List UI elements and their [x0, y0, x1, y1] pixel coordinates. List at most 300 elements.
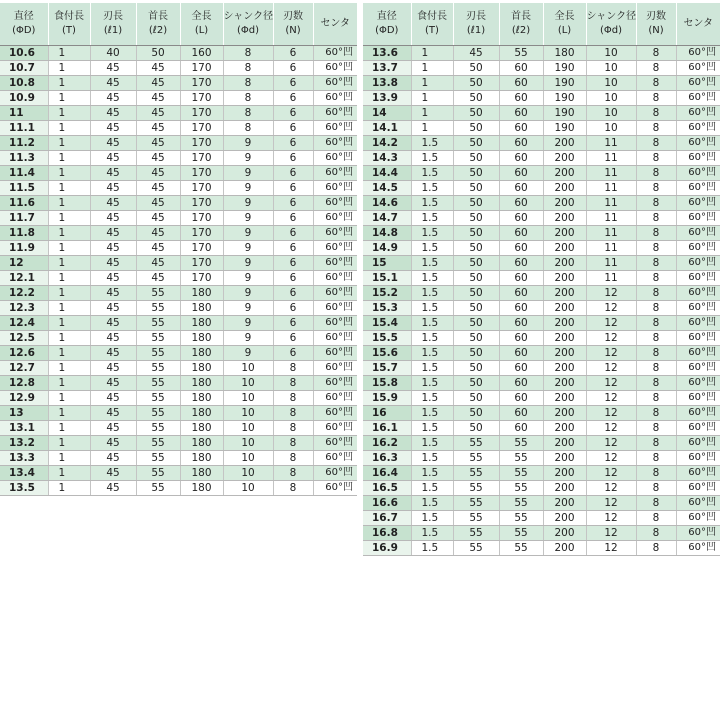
header-unit: (ℓ2)	[511, 25, 531, 36]
table-row	[363, 241, 720, 256]
table-row	[0, 451, 357, 466]
cell-overall-length: 170	[180, 91, 223, 106]
cell-feed-length: 1.5	[411, 241, 453, 256]
cell-feed-length: 1.5	[411, 436, 453, 451]
cell-feed-length: 1	[48, 331, 90, 346]
cell-flute-length: 45	[90, 181, 136, 196]
cell-flute-length: 50	[453, 61, 499, 76]
cell-diameter: 10.8	[0, 76, 48, 91]
cell-flute-count: 8	[636, 211, 676, 226]
cell-diameter: 16	[363, 406, 411, 421]
cell-diameter: 11.4	[0, 166, 48, 181]
cell-shank-diameter: 12	[586, 436, 636, 451]
cell-flute-length: 45	[90, 406, 136, 421]
cell-flute-count: 8	[273, 481, 313, 496]
cell-shank-diameter: 12	[586, 331, 636, 346]
header-row	[363, 3, 720, 46]
cell-center: 60°凹	[313, 316, 357, 331]
cell-neck-length: 60	[499, 151, 543, 166]
cell-diameter: 13.8	[363, 76, 411, 91]
cell-center: 60°凹	[676, 481, 720, 496]
table-body	[0, 46, 357, 496]
cell-diameter: 15.7	[363, 361, 411, 376]
cell-diameter: 11.6	[0, 196, 48, 211]
table-row	[0, 196, 357, 211]
cell-neck-length: 55	[136, 286, 180, 301]
cell-neck-length: 60	[499, 226, 543, 241]
cell-neck-length: 60	[499, 271, 543, 286]
cell-center: 60°凹	[676, 136, 720, 151]
cell-flute-length: 55	[453, 526, 499, 541]
table-row	[0, 256, 357, 271]
cell-center: 60°凹	[676, 496, 720, 511]
table-row	[363, 406, 720, 421]
cell-flute-length: 55	[453, 481, 499, 496]
table-row	[363, 91, 720, 106]
cell-flute-length: 55	[453, 511, 499, 526]
cell-feed-length: 1	[48, 46, 90, 61]
cell-overall-length: 160	[180, 46, 223, 61]
cell-diameter: 12.8	[0, 376, 48, 391]
cell-overall-length: 200	[543, 196, 586, 211]
cell-neck-length: 60	[499, 241, 543, 256]
cell-feed-length: 1	[48, 346, 90, 361]
table-row	[363, 496, 720, 511]
cell-center: 60°凹	[676, 121, 720, 136]
cell-neck-length: 55	[136, 331, 180, 346]
spec-table-right	[363, 3, 720, 556]
cell-shank-diameter: 12	[586, 511, 636, 526]
cell-feed-length: 1.5	[411, 256, 453, 271]
cell-flute-count: 6	[273, 316, 313, 331]
cell-flute-length: 50	[453, 136, 499, 151]
cell-flute-count: 8	[273, 391, 313, 406]
header-unit: (ℓ1)	[103, 25, 123, 36]
cell-diameter: 15.8	[363, 376, 411, 391]
cell-center: 60°凹	[313, 436, 357, 451]
cell-neck-length: 55	[136, 346, 180, 361]
cell-diameter: 16.7	[363, 511, 411, 526]
cell-shank-diameter: 10	[586, 91, 636, 106]
cell-neck-length: 60	[499, 181, 543, 196]
cell-diameter: 12.4	[0, 316, 48, 331]
table-row	[0, 61, 357, 76]
cell-neck-length: 55	[136, 391, 180, 406]
cell-shank-diameter: 9	[223, 256, 273, 271]
cell-flute-count: 6	[273, 346, 313, 361]
table-row	[0, 361, 357, 376]
cell-flute-count: 8	[636, 181, 676, 196]
table-row	[0, 421, 357, 436]
cell-feed-length: 1	[48, 256, 90, 271]
cell-overall-length: 200	[543, 526, 586, 541]
cell-diameter: 12.3	[0, 301, 48, 316]
cell-flute-count: 8	[636, 466, 676, 481]
cell-shank-diameter: 10	[223, 481, 273, 496]
cell-shank-diameter: 9	[223, 271, 273, 286]
cell-flute-length: 45	[90, 151, 136, 166]
cell-feed-length: 1	[48, 301, 90, 316]
cell-shank-diameter: 11	[586, 181, 636, 196]
cell-diameter: 14.8	[363, 226, 411, 241]
cell-neck-length: 45	[136, 121, 180, 136]
cell-overall-length: 200	[543, 391, 586, 406]
cell-diameter: 10.9	[0, 91, 48, 106]
cell-flute-length: 50	[453, 91, 499, 106]
table-row	[363, 391, 720, 406]
cell-flute-count: 8	[636, 376, 676, 391]
cell-flute-count: 8	[636, 301, 676, 316]
cell-flute-length: 45	[90, 226, 136, 241]
cell-flute-count: 6	[273, 196, 313, 211]
cell-center: 60°凹	[313, 226, 357, 241]
header-unit: (Φd)	[236, 25, 260, 36]
table-row	[363, 76, 720, 91]
cell-neck-length: 60	[499, 196, 543, 211]
cell-neck-length: 55	[136, 406, 180, 421]
table-row	[0, 436, 357, 451]
cell-flute-count: 6	[273, 301, 313, 316]
cell-flute-count: 8	[636, 526, 676, 541]
cell-flute-count: 8	[636, 106, 676, 121]
cell-flute-count: 8	[636, 226, 676, 241]
cell-shank-diameter: 12	[586, 526, 636, 541]
cell-feed-length: 1.5	[411, 196, 453, 211]
cell-overall-length: 170	[180, 241, 223, 256]
cell-neck-length: 55	[136, 466, 180, 481]
cell-overall-length: 180	[180, 406, 223, 421]
cell-shank-diameter: 12	[586, 391, 636, 406]
header-neck-length	[136, 3, 180, 46]
cell-flute-length: 45	[90, 481, 136, 496]
cell-center: 60°凹	[313, 391, 357, 406]
cell-center: 60°凹	[676, 196, 720, 211]
cell-neck-length: 45	[136, 196, 180, 211]
cell-flute-count: 6	[273, 136, 313, 151]
cell-flute-length: 50	[453, 211, 499, 226]
cell-flute-length: 50	[453, 106, 499, 121]
cell-flute-count: 8	[636, 346, 676, 361]
cell-center: 60°凹	[313, 406, 357, 421]
cell-diameter: 16.8	[363, 526, 411, 541]
cell-flute-count: 6	[273, 151, 313, 166]
header-label: 直径	[376, 11, 397, 22]
table-row	[363, 421, 720, 436]
cell-flute-count: 8	[636, 136, 676, 151]
cell-flute-count: 8	[636, 406, 676, 421]
cell-overall-length: 170	[180, 196, 223, 211]
table-row	[0, 106, 357, 121]
cell-center: 60°凹	[676, 316, 720, 331]
cell-flute-count: 6	[273, 46, 313, 61]
cell-shank-diameter: 9	[223, 346, 273, 361]
cell-feed-length: 1.5	[411, 136, 453, 151]
cell-feed-length: 1	[48, 76, 90, 91]
table-row	[0, 316, 357, 331]
cell-flute-length: 55	[453, 541, 499, 556]
cell-flute-count: 6	[273, 211, 313, 226]
cell-shank-diameter: 11	[586, 241, 636, 256]
cell-feed-length: 1.5	[411, 346, 453, 361]
table-row	[363, 346, 720, 361]
table-row	[363, 181, 720, 196]
table-row	[363, 211, 720, 226]
table-row	[0, 376, 357, 391]
cell-flute-count: 8	[273, 421, 313, 436]
cell-overall-length: 200	[543, 451, 586, 466]
cell-center: 60°凹	[676, 466, 720, 481]
cell-feed-length: 1.5	[411, 331, 453, 346]
cell-feed-length: 1.5	[411, 286, 453, 301]
cell-shank-diameter: 9	[223, 331, 273, 346]
cell-shank-diameter: 10	[223, 376, 273, 391]
cell-neck-length: 45	[136, 151, 180, 166]
cell-diameter: 13.5	[0, 481, 48, 496]
table-row	[363, 106, 720, 121]
cell-diameter: 14.7	[363, 211, 411, 226]
cell-flute-count: 8	[636, 166, 676, 181]
cell-shank-diameter: 8	[223, 76, 273, 91]
cell-flute-length: 45	[90, 166, 136, 181]
cell-flute-length: 50	[453, 76, 499, 91]
cell-center: 60°凹	[313, 76, 357, 91]
cell-feed-length: 1	[48, 166, 90, 181]
header-shank-diameter	[586, 3, 636, 46]
cell-shank-diameter: 12	[586, 451, 636, 466]
cell-shank-diameter: 11	[586, 166, 636, 181]
cell-neck-length: 45	[136, 241, 180, 256]
cell-center: 60°凹	[676, 91, 720, 106]
cell-diameter: 14.4	[363, 166, 411, 181]
cell-shank-diameter: 9	[223, 211, 273, 226]
cell-overall-length: 200	[543, 211, 586, 226]
cell-flute-count: 8	[636, 256, 676, 271]
cell-flute-count: 8	[636, 436, 676, 451]
cell-feed-length: 1.5	[411, 541, 453, 556]
cell-center: 60°凹	[313, 346, 357, 361]
header-label: 全長	[554, 11, 575, 22]
cell-flute-length: 50	[453, 271, 499, 286]
cell-diameter: 16.6	[363, 496, 411, 511]
header-unit: (ΦD)	[12, 25, 36, 36]
header-unit: (Φd)	[599, 25, 623, 36]
cell-flute-count: 8	[273, 451, 313, 466]
cell-flute-count: 6	[273, 271, 313, 286]
table-row	[363, 256, 720, 271]
header-unit: (ℓ2)	[148, 25, 168, 36]
cell-shank-diameter: 9	[223, 151, 273, 166]
cell-neck-length: 60	[499, 406, 543, 421]
cell-overall-length: 180	[180, 391, 223, 406]
table-row	[0, 121, 357, 136]
cell-flute-length: 45	[90, 121, 136, 136]
cell-overall-length: 180	[180, 301, 223, 316]
cell-flute-count: 8	[636, 91, 676, 106]
cell-diameter: 12.1	[0, 271, 48, 286]
cell-shank-diameter: 8	[223, 61, 273, 76]
cell-center: 60°凹	[313, 211, 357, 226]
cell-diameter: 10.6	[0, 46, 48, 61]
cell-center: 60°凹	[313, 181, 357, 196]
table-row	[363, 481, 720, 496]
cell-flute-length: 45	[90, 346, 136, 361]
cell-shank-diameter: 9	[223, 181, 273, 196]
cell-diameter: 12.2	[0, 286, 48, 301]
cell-flute-length: 45	[90, 211, 136, 226]
cell-neck-length: 60	[499, 301, 543, 316]
cell-shank-diameter: 8	[223, 121, 273, 136]
cell-shank-diameter: 9	[223, 241, 273, 256]
cell-shank-diameter: 11	[586, 151, 636, 166]
header-label: 食付長	[417, 11, 447, 22]
header-label: 刃長	[466, 11, 486, 22]
cell-neck-length: 60	[499, 166, 543, 181]
cell-feed-length: 1	[48, 436, 90, 451]
cell-neck-length: 60	[499, 361, 543, 376]
cell-flute-count: 8	[636, 241, 676, 256]
cell-feed-length: 1.5	[411, 376, 453, 391]
cell-shank-diameter: 9	[223, 196, 273, 211]
cell-diameter: 12.7	[0, 361, 48, 376]
cell-flute-count: 6	[273, 76, 313, 91]
cell-center: 60°凹	[313, 46, 357, 61]
cell-flute-count: 8	[273, 466, 313, 481]
cell-feed-length: 1	[48, 136, 90, 151]
cell-overall-length: 200	[543, 541, 586, 556]
table-row	[0, 301, 357, 316]
cell-feed-length: 1	[48, 181, 90, 196]
cell-overall-length: 200	[543, 406, 586, 421]
cell-center: 60°凹	[676, 226, 720, 241]
cell-flute-count: 8	[636, 361, 676, 376]
cell-diameter: 13.7	[363, 61, 411, 76]
cell-flute-count: 8	[273, 436, 313, 451]
table-row	[0, 136, 357, 151]
header-label: 全長	[191, 11, 212, 22]
cell-diameter: 13.6	[363, 46, 411, 61]
cell-diameter: 13.1	[0, 421, 48, 436]
cell-overall-length: 200	[543, 511, 586, 526]
cell-flute-count: 6	[273, 181, 313, 196]
cell-feed-length: 1	[48, 151, 90, 166]
table-row	[363, 151, 720, 166]
cell-flute-length: 55	[453, 496, 499, 511]
cell-neck-length: 55	[499, 541, 543, 556]
cell-neck-length: 45	[136, 106, 180, 121]
cell-overall-length: 200	[543, 151, 586, 166]
cell-flute-length: 45	[90, 106, 136, 121]
cell-center: 60°凹	[676, 256, 720, 271]
cell-diameter: 14.6	[363, 196, 411, 211]
table-row	[363, 136, 720, 151]
cell-center: 60°凹	[676, 361, 720, 376]
cell-overall-length: 200	[543, 286, 586, 301]
cell-center: 60°凹	[313, 481, 357, 496]
cell-shank-diameter: 9	[223, 286, 273, 301]
cell-neck-length: 60	[499, 286, 543, 301]
cell-feed-length: 1	[48, 421, 90, 436]
cell-shank-diameter: 9	[223, 166, 273, 181]
cell-flute-count: 6	[273, 286, 313, 301]
cell-flute-length: 50	[453, 241, 499, 256]
cell-center: 60°凹	[313, 256, 357, 271]
cell-overall-length: 170	[180, 166, 223, 181]
cell-center: 60°凹	[313, 451, 357, 466]
cell-flute-length: 45	[90, 301, 136, 316]
cell-flute-length: 45	[90, 76, 136, 91]
table-row	[0, 226, 357, 241]
cell-flute-count: 6	[273, 121, 313, 136]
cell-shank-diameter: 10	[223, 436, 273, 451]
cell-diameter: 11.7	[0, 211, 48, 226]
table-row	[363, 121, 720, 136]
cell-overall-length: 180	[543, 46, 586, 61]
cell-neck-length: 55	[499, 496, 543, 511]
cell-diameter: 13.9	[363, 91, 411, 106]
header-diameter	[363, 3, 411, 46]
cell-feed-length: 1	[48, 226, 90, 241]
cell-flute-length: 50	[453, 316, 499, 331]
header-label: 首長	[148, 11, 168, 22]
cell-overall-length: 200	[543, 166, 586, 181]
cell-center: 60°凹	[676, 61, 720, 76]
cell-diameter: 11	[0, 106, 48, 121]
cell-feed-length: 1.5	[411, 361, 453, 376]
cell-flute-length: 45	[90, 256, 136, 271]
cell-feed-length: 1	[48, 121, 90, 136]
cell-feed-length: 1	[48, 316, 90, 331]
cell-diameter: 15.3	[363, 301, 411, 316]
cell-flute-length: 55	[453, 466, 499, 481]
cell-shank-diameter: 8	[223, 91, 273, 106]
header-overall-length	[543, 3, 586, 46]
header-label: 首長	[511, 11, 531, 22]
cell-diameter: 14	[363, 106, 411, 121]
cell-overall-length: 180	[180, 451, 223, 466]
cell-feed-length: 1	[411, 91, 453, 106]
cell-overall-length: 180	[180, 361, 223, 376]
cell-feed-length: 1	[48, 406, 90, 421]
cell-feed-length: 1	[48, 466, 90, 481]
cell-shank-diameter: 10	[223, 421, 273, 436]
cell-overall-length: 200	[543, 316, 586, 331]
cell-diameter: 14.3	[363, 151, 411, 166]
cell-shank-diameter: 10	[223, 361, 273, 376]
cell-shank-diameter: 10	[586, 46, 636, 61]
cell-feed-length: 1	[48, 451, 90, 466]
table-row	[0, 286, 357, 301]
cell-feed-length: 1.5	[411, 421, 453, 436]
cell-flute-length: 45	[90, 271, 136, 286]
cell-flute-count: 8	[636, 286, 676, 301]
cell-flute-count: 8	[636, 331, 676, 346]
cell-neck-length: 60	[499, 211, 543, 226]
cell-center: 60°凹	[313, 376, 357, 391]
cell-feed-length: 1.5	[411, 181, 453, 196]
cell-shank-diameter: 9	[223, 316, 273, 331]
cell-diameter: 16.5	[363, 481, 411, 496]
cell-neck-length: 45	[136, 226, 180, 241]
cell-shank-diameter: 12	[586, 376, 636, 391]
cell-neck-length: 50	[136, 46, 180, 61]
cell-diameter: 12.6	[0, 346, 48, 361]
cell-neck-length: 60	[499, 91, 543, 106]
cell-overall-length: 170	[180, 271, 223, 286]
header-unit: (ΦD)	[375, 25, 399, 36]
cell-flute-count: 8	[636, 121, 676, 136]
table-row	[0, 211, 357, 226]
cell-neck-length: 55	[499, 511, 543, 526]
